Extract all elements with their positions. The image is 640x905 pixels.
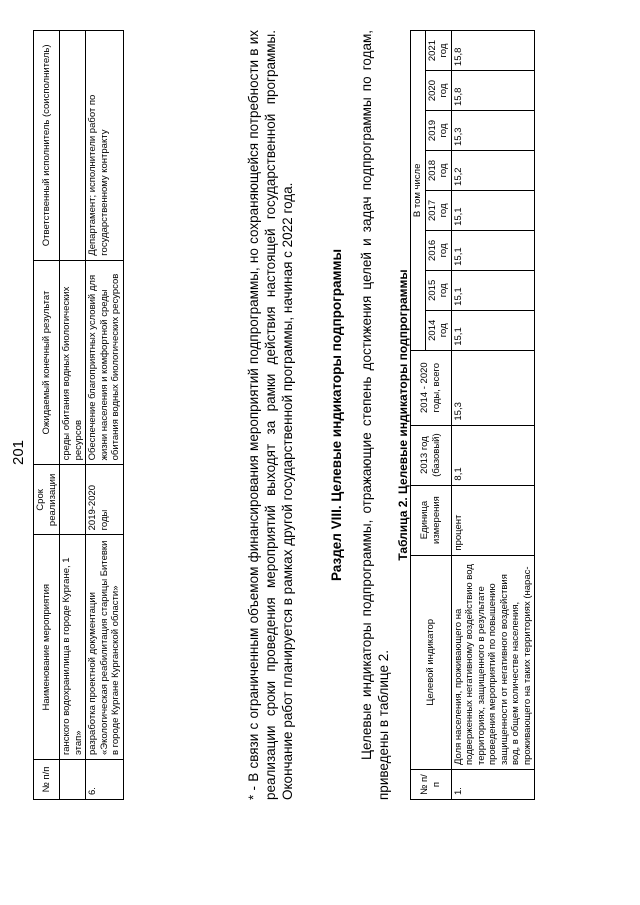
page-number: 201	[10, 439, 27, 466]
header-cell: № п/п	[34, 760, 60, 800]
table-cell: 15,1	[451, 310, 535, 350]
table-cell: Обеспечение благоприятных условий для жизни населения и комфортной среды обитания водных биологических ресурсов	[86, 260, 124, 465]
table-row	[86, 31, 124, 800]
header-cell: Ожидаемый конечный результат	[34, 260, 60, 465]
table-row	[60, 31, 86, 800]
table-cell: 15,1	[451, 190, 535, 230]
table-cell: 2019-2020 годы	[86, 465, 124, 535]
header-cell: Единица измерения	[411, 485, 452, 555]
header-cell: Целевой индикатор	[411, 555, 452, 770]
table-cell: Департамент; исполнители работ по государственному контракту	[86, 31, 124, 261]
table-cell: Доля населения, проживающего на подверженных негативному воздействию вод территориях, защищенного в результате проведения мероприятий по повышению защищенности от негативного воздействия вод, в общем количестве населения, проживающего на таких территориях (нарас-	[451, 555, 535, 770]
year-header: 2014 год	[425, 310, 451, 350]
header-cell: Срок реализации	[34, 465, 60, 535]
header-cell: № п/п	[411, 770, 452, 800]
year-header: 2019 год	[425, 111, 451, 151]
measures-table	[33, 30, 124, 800]
table-cell: 1.	[451, 770, 535, 800]
table-header-row	[34, 31, 60, 800]
header-cell: Ответственный исполнитель (соисполнитель)	[34, 31, 60, 261]
table-caption: Таблица 2. Целевые индикаторы подпрограммы	[396, 269, 410, 561]
year-header: 2021 год	[425, 31, 451, 71]
year-header: 2020 год	[425, 71, 451, 111]
table-cell	[60, 465, 86, 535]
year-header: 2017 год	[425, 190, 451, 230]
table-cell: 15,3	[451, 350, 535, 425]
header-cell: 2013 год (базовый)	[411, 425, 452, 485]
table-cell: ганского водохранилища в городе Кургане, 1 этап»	[60, 535, 86, 760]
table-cell	[60, 760, 86, 800]
table-cell: 15,8	[451, 31, 535, 71]
header-cell: В том числе	[411, 31, 426, 351]
table-cell: 15,1	[451, 270, 535, 310]
table-row	[451, 31, 535, 800]
table-cell: 15,3	[451, 111, 535, 151]
intro-paragraph: Целевые индикаторы подпрограммы, отражающие степень достижения целей и задач подпрограммы по годам, приведены в таблице 2.	[359, 30, 391, 800]
table-cell: процент	[451, 485, 535, 555]
table-cell: 8,1	[451, 425, 535, 485]
header-cell: 2014 - 2020 годы, всего	[411, 350, 452, 425]
table-cell: 6.	[86, 760, 124, 800]
indicators-table	[410, 30, 535, 800]
table-cell: 15,1	[451, 230, 535, 270]
table-cell	[60, 31, 86, 261]
footnote: * - В связи с ограниченным объемом финансирования мероприятий подпрограммы, но сохраняющейся потребности в их реализации сроки проведения мероприятий выходят за рамки действия настоящей государственной программы. Окончание работ планируется в рамках другой государственной программы, начиная с 2022 года.	[246, 30, 295, 800]
year-header: 2015 год	[425, 270, 451, 310]
table-cell: 15,8	[451, 71, 535, 111]
header-cell: Наименование мероприятия	[34, 535, 60, 760]
table-cell: среды обитания водных биологических ресурсов	[60, 260, 86, 465]
section-title: Раздел VIII. Целевые индикаторы подпрограммы	[329, 249, 344, 582]
table-cell: 15,2	[451, 151, 535, 191]
table-cell: разработка проектной документации «Экологическая реабилитация старицы Битевки в городе Кургане Курганской области»	[86, 535, 124, 760]
year-header: 2016 год	[425, 230, 451, 270]
year-header: 2018 год	[425, 151, 451, 191]
table-header-row	[411, 31, 426, 800]
